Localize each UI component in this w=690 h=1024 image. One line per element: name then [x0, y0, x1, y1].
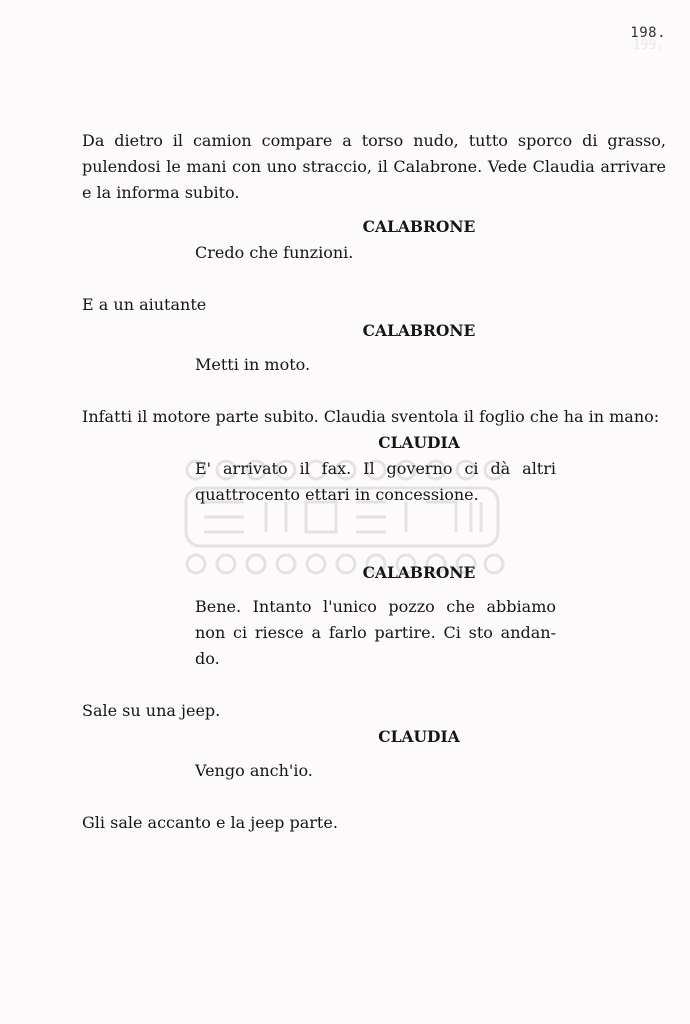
bleed-through-page-number: 199.: [632, 38, 664, 53]
action-line: Sale su una jeep.: [82, 701, 221, 720]
page-number: 198.: [630, 25, 666, 41]
action-line: Infatti il motore parte subito. Claudia sventola il foglio che ha in mano:: [82, 407, 660, 426]
screenplay-text: [82, 128, 666, 836]
dialogue-line: Metti in moto.: [195, 355, 311, 374]
dialogue-line: Credo che funzioni.: [195, 243, 354, 262]
character-name: CLAUDIA: [378, 727, 460, 746]
dialogue-line: E' arrivato il fax. Il governo ci dà altri quattrocento ettari in concessione.: [195, 459, 556, 504]
action-line: Da dietro il camion compare a torso nudo, tutto sporco di grasso, pulendosi le mani con uno straccio, il Calabrone. Vede Claudia arrivare e la informa subito.: [82, 131, 666, 202]
dialogue-line: Vengo anch'io.: [195, 761, 313, 780]
character-name: CLAUDIA: [378, 433, 460, 452]
dialogue-line: Bene. Intanto l'unico pozzo che abbiamo non ci riesce a farlo partire. Ci sto andan-do.: [195, 597, 556, 668]
action-line: Gli sale accanto e la jeep parte.: [82, 813, 338, 832]
action-line: E a un aiutante: [82, 295, 207, 314]
character-name: CALABRONE: [362, 563, 476, 582]
character-name: CALABRONE: [362, 217, 476, 236]
character-name: CALABRONE: [362, 321, 476, 340]
